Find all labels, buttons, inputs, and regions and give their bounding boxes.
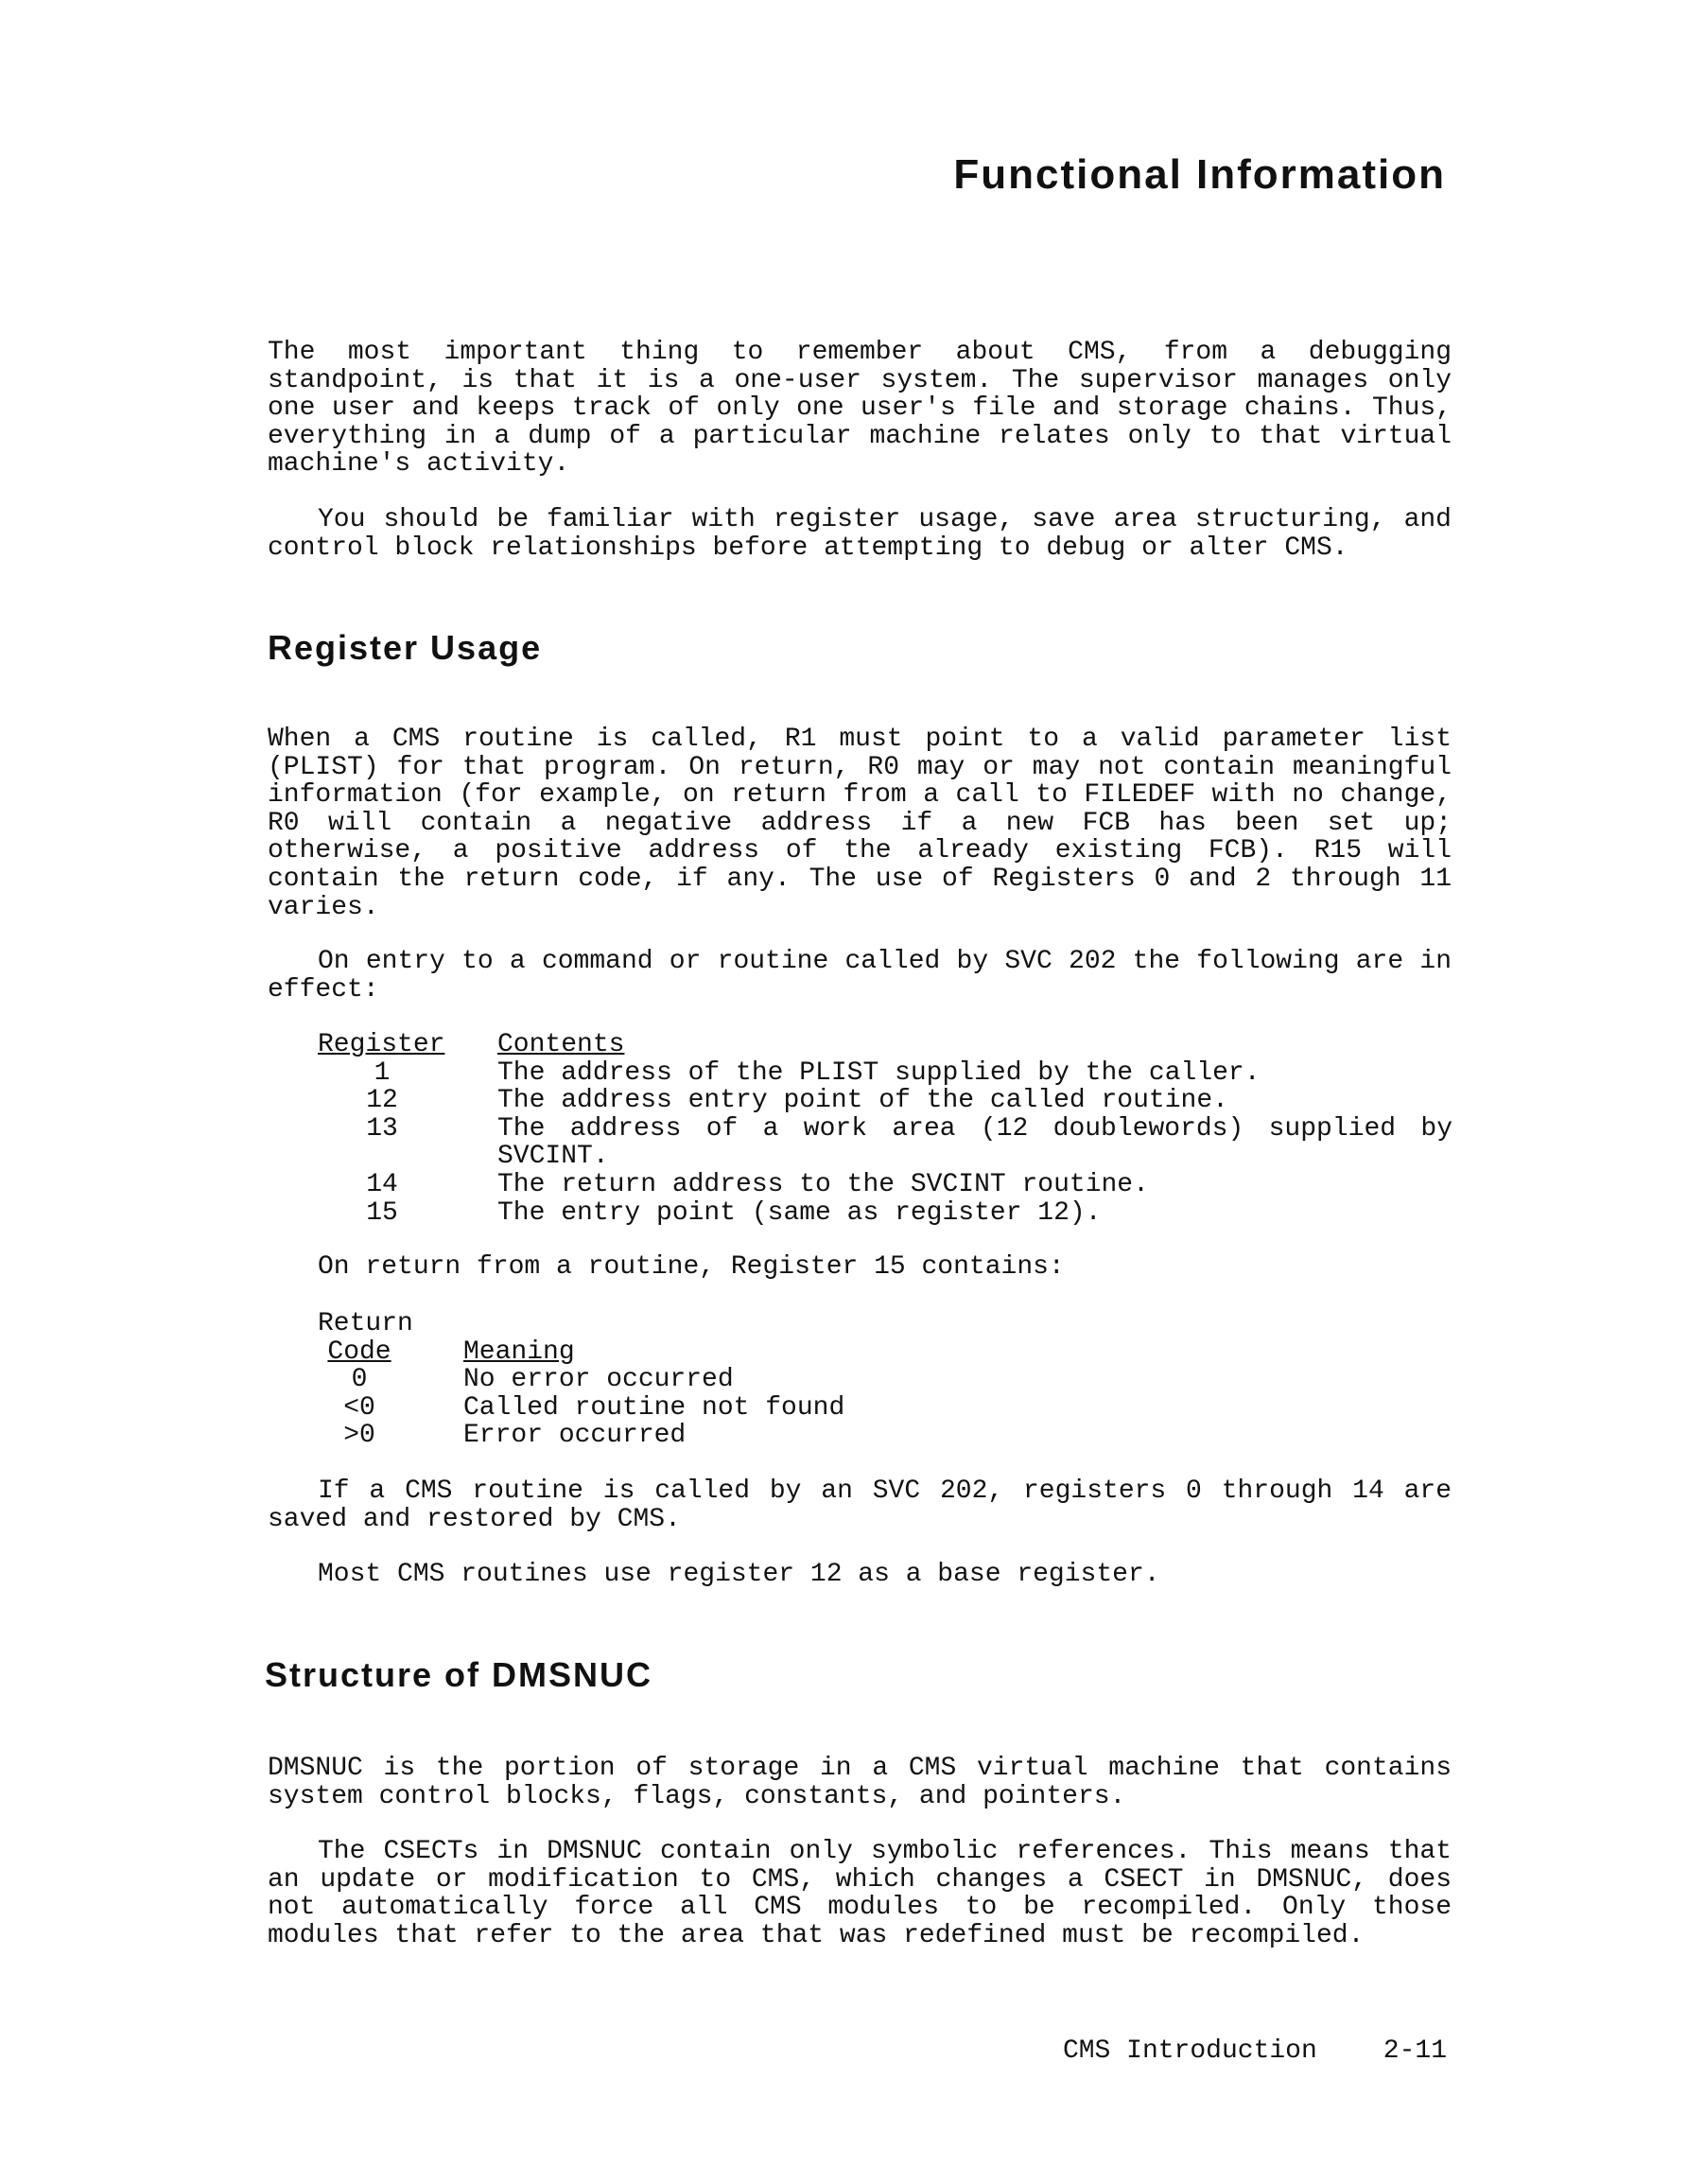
register-contents: The address entry point of the called routine. <box>497 1086 1228 1116</box>
register-number: 1 <box>374 1057 391 1088</box>
register-usage-paragraph-5: Most CMS routines use register 12 as a base register. <box>318 1560 1160 1589</box>
table-row <box>318 1059 1452 1088</box>
register-number: 15 <box>366 1197 398 1228</box>
table-row <box>318 1115 1452 1171</box>
register-contents-table <box>318 1031 1452 1227</box>
column-header-code: Code <box>327 1337 391 1367</box>
table-row <box>318 1422 844 1450</box>
register-number: 13 <box>366 1113 398 1144</box>
return-code-table <box>318 1310 844 1450</box>
intro-paragraph-1: The most important thing to remember about CMS, from a debugging standpoint, is that it is a one-user system. The supervisor manages only one user and keeps track of only one user's file and storage chains. Thus, everything in a dump of a particular machine relates only to that virtual machine's activity. <box>268 338 1452 480</box>
register-number: 14 <box>366 1169 398 1199</box>
section-heading-register-usage: Register Usage <box>268 628 543 667</box>
register-usage-paragraph-1: When a CMS routine is called, R1 must point to a valid parameter list (PLIST) for that program. On return, R0 may or may not contain meaningful information (for example, on return from a call to FILEDEF with no change, R0 will contain a negative address if a new FCB has been set up; otherwise, a positive address of the already existing FCB). R15 will contain the return code, if any. The use of Registers 0 and 2 through 11 varies. <box>268 725 1452 922</box>
page-number: 2-11 <box>1383 2036 1447 2066</box>
register-number: 12 <box>366 1086 398 1116</box>
table-row <box>318 1087 1452 1115</box>
return-code: <0 <box>343 1392 375 1423</box>
table-row <box>318 1366 844 1394</box>
page-title: Functional Information <box>953 151 1446 198</box>
footer-section-title: CMS Introduction <box>1062 2036 1317 2066</box>
return-code-meaning: Called routine not found <box>463 1392 845 1423</box>
table-row <box>318 1199 1452 1228</box>
register-contents: The address of the PLIST supplied by the caller. <box>497 1057 1261 1088</box>
table-row <box>318 1171 1452 1199</box>
return-code-meaning: Error occurred <box>463 1421 687 1451</box>
column-header-meaning: Meaning <box>463 1337 575 1367</box>
return-code: 0 <box>351 1365 368 1395</box>
register-usage-paragraph-3: On return from a routine, Register 15 contains: <box>318 1252 1065 1282</box>
column-header-contents: Contents <box>497 1030 625 1059</box>
structure-paragraph-1: DMSNUC is the portion of storage in a CMS virtual machine that contains system control blocks, flags, constants, and pointers. <box>268 1754 1452 1811</box>
register-usage-paragraph-2: On entry to a command or routine called by SVC 202 the following are in effect: <box>268 947 1452 1005</box>
page-footer <box>1063 2036 1447 2066</box>
register-usage-paragraph-4: If a CMS routine is called by an SVC 202, registers 0 through 14 are saved and restored by CMS. <box>268 1476 1452 1534</box>
intro-paragraph-2: You should be familiar with register usage, save area structuring, and control block relationships before attempting to debug or alter CMS. <box>268 505 1452 563</box>
return-code-meaning: No error occurred <box>463 1365 734 1395</box>
structure-paragraph-2: The CSECTs in DMSNUC contain only symbolic references. This means that an update or modification to CMS, which changes a CSECT in DMSNUC, does not automatically force all CMS modules to be recompiled. Only those modules that refer to the area that was redefined must be recompiled. <box>268 1837 1452 1950</box>
table-header-row <box>318 1310 844 1338</box>
return-code: >0 <box>343 1421 375 1451</box>
table-row <box>318 1394 844 1423</box>
column-header-return: Return <box>318 1309 413 1338</box>
register-contents: The address of a work area (12 doublewords) supplied by SVCINT. <box>497 1113 1452 1172</box>
section-heading-structure-of-dmsnuc: Structure of DMSNUC <box>265 1655 653 1694</box>
register-contents: The return address to the SVCINT routine. <box>497 1169 1149 1199</box>
table-header-row <box>318 1338 844 1367</box>
register-contents: The entry point (same as register 12). <box>497 1197 1102 1228</box>
column-header-register: Register <box>318 1030 445 1059</box>
table-header-row <box>318 1031 1452 1059</box>
